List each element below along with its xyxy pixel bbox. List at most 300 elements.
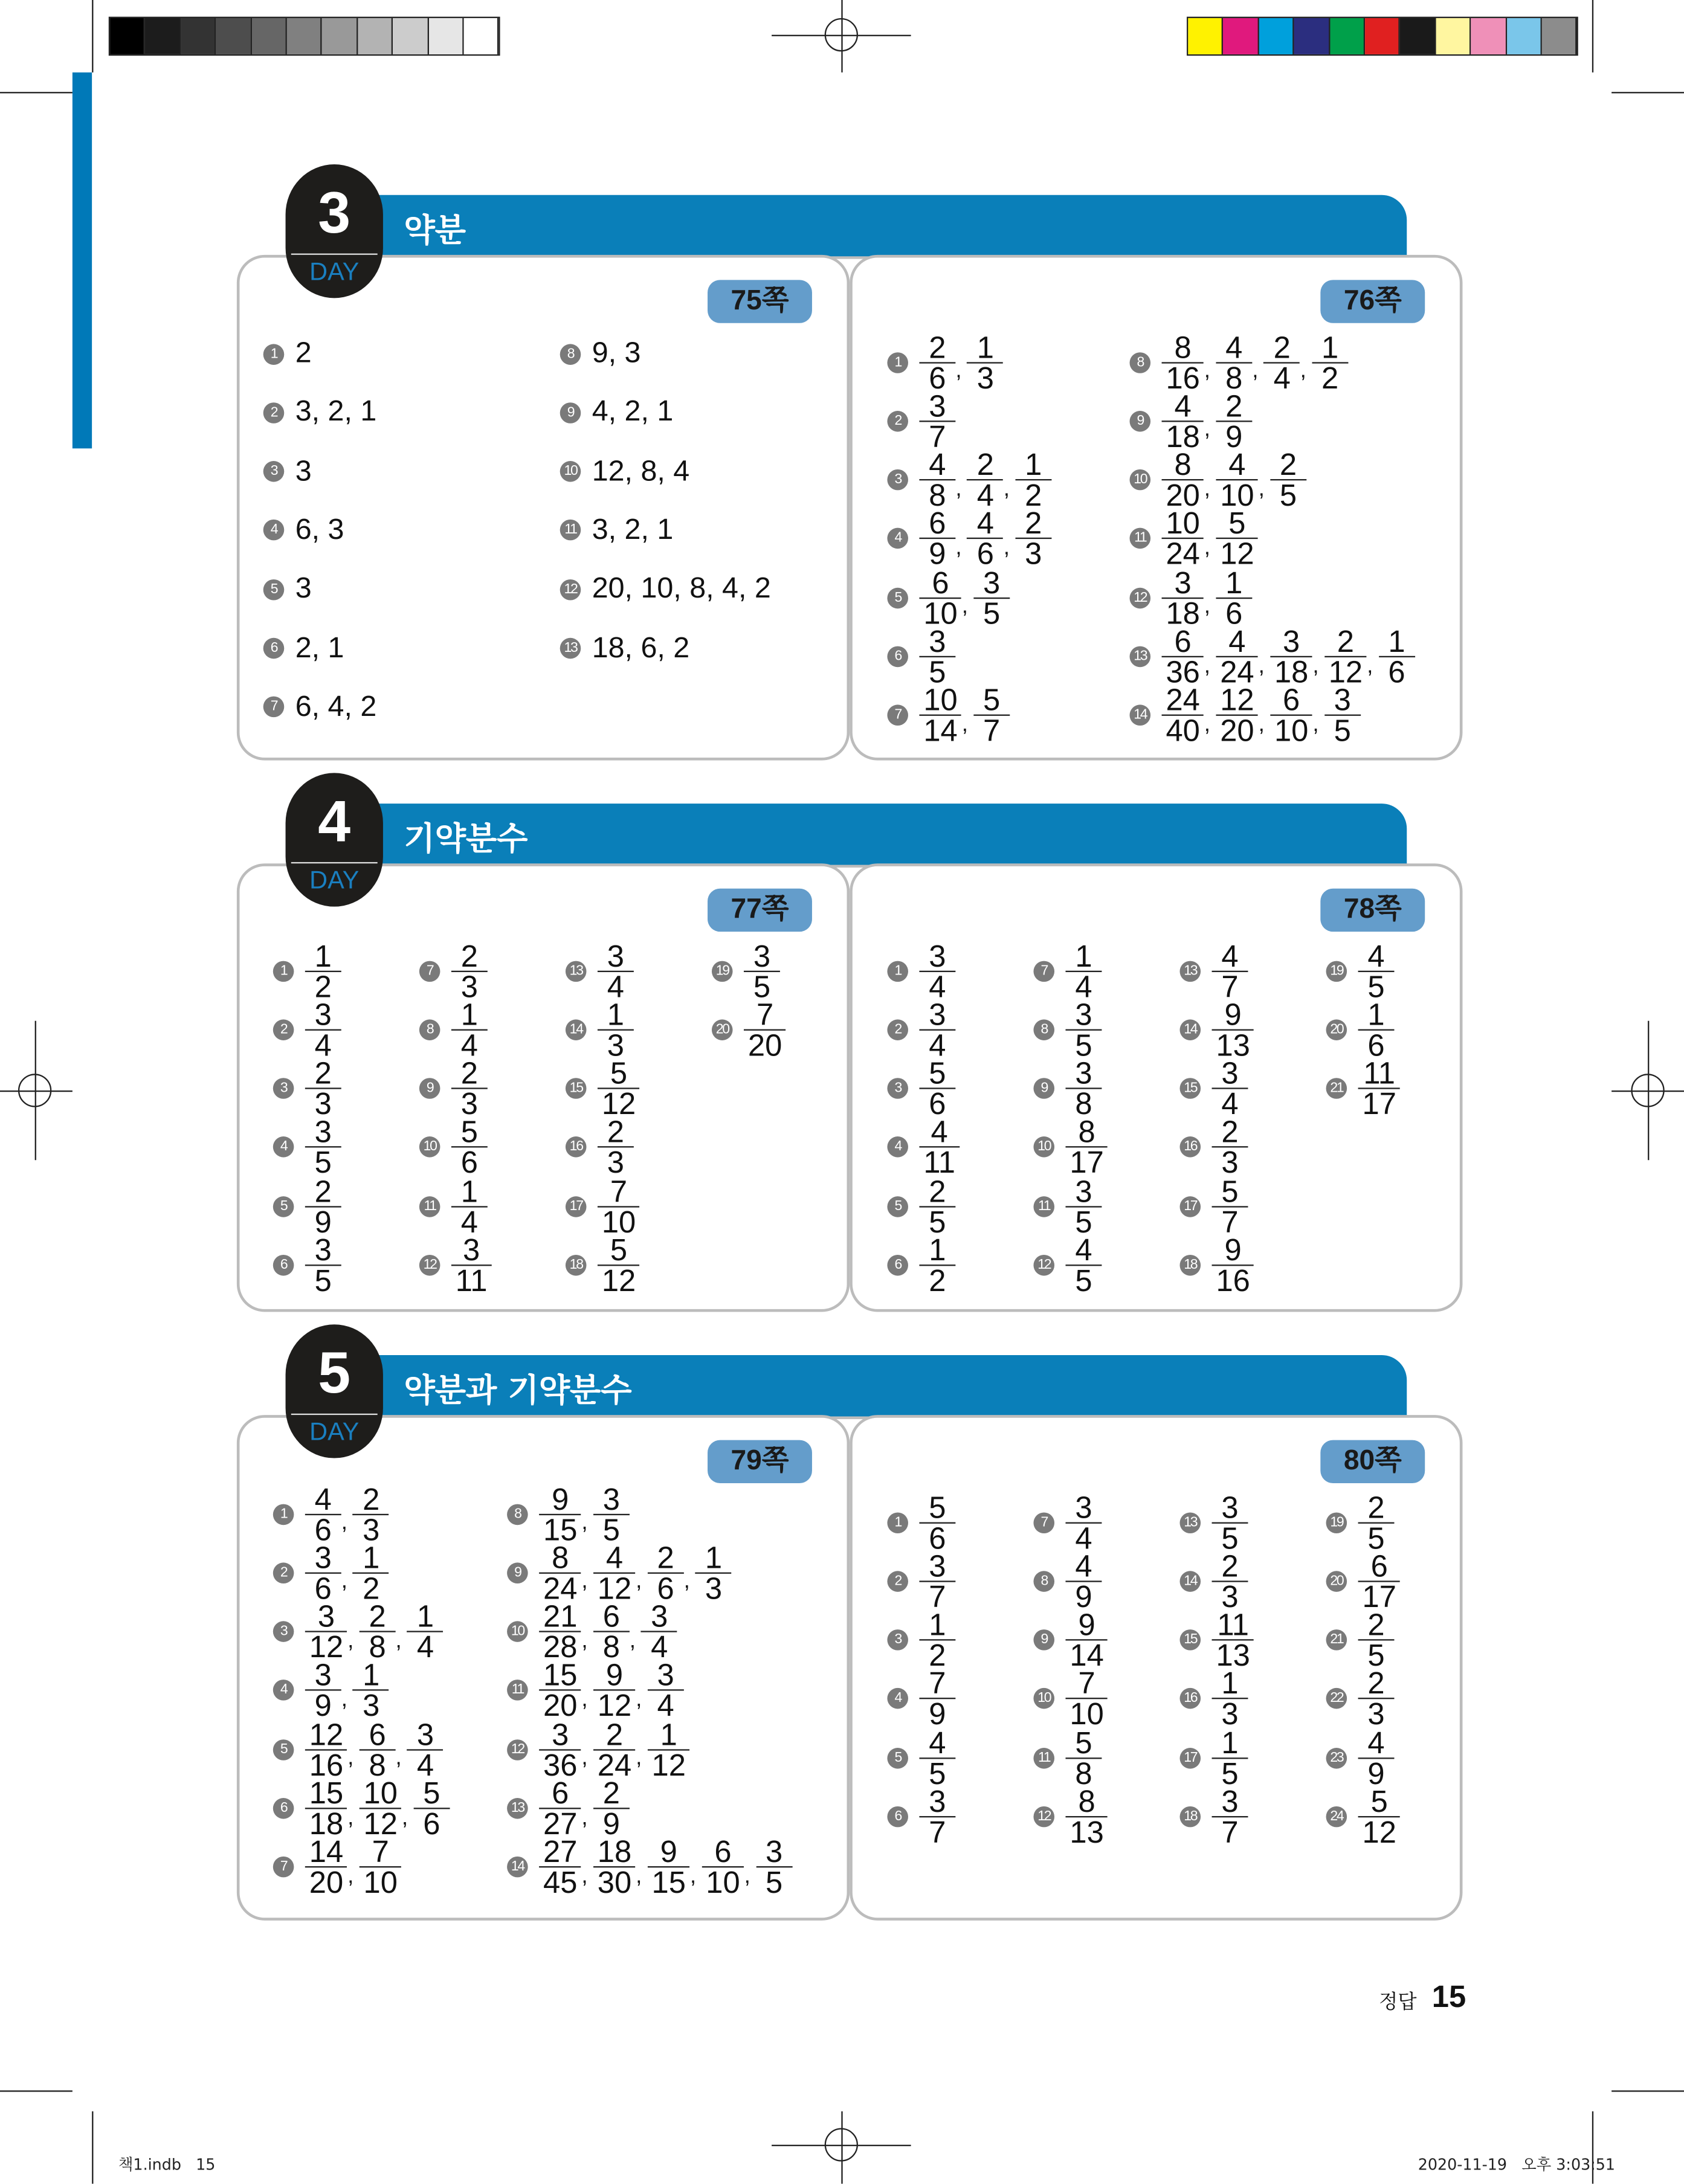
- fraction-denominator: 5: [929, 1204, 946, 1239]
- fraction: [353, 1658, 389, 1724]
- fraction-denominator: 18: [309, 1806, 344, 1841]
- fraction-numerator: 2: [1025, 506, 1042, 541]
- fraction-denominator: 5: [1075, 1027, 1092, 1063]
- fraction: [967, 329, 1004, 395]
- fraction-denominator: 6: [423, 1806, 440, 1841]
- fraction-numerator: 1: [416, 1599, 434, 1634]
- fraction-numerator: 6: [1174, 623, 1192, 659]
- day-label: DAY: [309, 866, 360, 894]
- fraction-numerator: 6: [369, 1716, 386, 1752]
- item-number-badge: 12: [419, 1255, 440, 1276]
- item-number-badge: 14: [1130, 705, 1151, 726]
- fraction-numerator: 1: [1225, 565, 1243, 600]
- fraction-denominator: 13: [1216, 1027, 1250, 1063]
- fraction-numerator: 1: [363, 1540, 380, 1575]
- fraction-denominator: 3: [363, 1688, 380, 1724]
- fraction-denominator: 3: [363, 1512, 380, 1547]
- fraction: [407, 1716, 444, 1782]
- fraction-denominator: 18: [1166, 419, 1200, 454]
- answer-item: [560, 382, 674, 443]
- fraction-numerator: 3: [651, 1599, 668, 1634]
- fraction-denominator: 4: [416, 1747, 434, 1782]
- fraction-denominator: 6: [314, 1570, 332, 1606]
- fraction-denominator: 3: [1221, 1696, 1239, 1732]
- item-number-badge: 9: [560, 402, 581, 424]
- fraction-numerator: 5: [929, 1055, 946, 1091]
- fraction: [1212, 938, 1248, 1003]
- fraction: [1212, 1489, 1248, 1555]
- fraction: [1216, 506, 1258, 572]
- fraction: [305, 1540, 341, 1606]
- answer-item: [1326, 1548, 1401, 1614]
- item-number-badge: 11: [560, 520, 581, 541]
- fraction: [1212, 1607, 1254, 1673]
- fraction-numerator: 2: [314, 1173, 332, 1209]
- day-badge: [286, 1324, 383, 1458]
- fraction-denominator: 7: [929, 419, 946, 454]
- page-badge: 80쪽: [1320, 1440, 1425, 1483]
- item-number-badge: 22: [1326, 1689, 1347, 1710]
- color-swatch: [428, 18, 464, 54]
- comma-separator: ,: [955, 536, 962, 560]
- crop-mark: [1592, 0, 1593, 72]
- fraction: [1065, 1607, 1108, 1673]
- color-swatch: [181, 18, 216, 54]
- fraction-denominator: 5: [602, 1512, 620, 1547]
- fraction-numerator: 2: [314, 1055, 332, 1091]
- fraction-numerator: 4: [976, 506, 994, 541]
- day-number: 4: [318, 788, 351, 854]
- fraction-denominator: 12: [1328, 654, 1363, 690]
- fraction: [919, 1607, 955, 1673]
- fraction-denominator: 5: [929, 654, 946, 690]
- answer-item: [507, 1716, 690, 1782]
- fraction: [919, 1548, 955, 1614]
- answer-item: [887, 329, 1003, 395]
- color-swatch: [1436, 18, 1471, 54]
- fraction-numerator: 1: [705, 1540, 723, 1575]
- answer-item: [887, 683, 1010, 749]
- fraction-numerator: 2: [657, 1540, 674, 1575]
- item-number-badge: 10: [1033, 1137, 1054, 1158]
- fraction-numerator: 21: [543, 1599, 578, 1634]
- comma-separator: ,: [581, 1511, 588, 1535]
- fraction-numerator: 7: [610, 1173, 628, 1209]
- page-number: 15: [1431, 1979, 1466, 2014]
- item-number-badge: 21: [1326, 1078, 1347, 1099]
- answer-text: 3: [295, 572, 312, 605]
- page-badge: 79쪽: [708, 1440, 812, 1483]
- fraction: [919, 938, 955, 1003]
- color-bar: [1187, 17, 1578, 56]
- item-number-badge: 6: [887, 646, 908, 668]
- fraction-numerator: 4: [1367, 1725, 1385, 1760]
- fraction-denominator: 5: [983, 595, 1001, 631]
- fraction-denominator: 12: [651, 1747, 686, 1782]
- fraction-denominator: 10: [601, 1204, 636, 1239]
- fraction-denominator: 14: [923, 713, 958, 749]
- item-number-badge: 23: [1326, 1747, 1347, 1768]
- answer-text: 6, 3: [295, 514, 344, 546]
- answer-item: [887, 449, 1051, 511]
- fraction-denominator: 6: [657, 1570, 674, 1606]
- comma-separator: ,: [347, 1805, 354, 1829]
- comma-separator: ,: [347, 1629, 354, 1653]
- fraction: [1162, 388, 1204, 454]
- answer-item: [1180, 1173, 1248, 1239]
- answer-item: [507, 1481, 630, 1547]
- fraction-numerator: 3: [1075, 1055, 1092, 1091]
- fraction-denominator: 7: [1221, 968, 1239, 1003]
- fraction-denominator: 6: [929, 359, 946, 395]
- fraction-denominator: 8: [1075, 1756, 1092, 1791]
- answer-item: [1033, 1783, 1108, 1850]
- item-number-badge: 11: [1130, 529, 1151, 550]
- fraction-numerator: 4: [605, 1540, 624, 1575]
- section-header-bar: [334, 195, 1407, 259]
- fraction-numerator: 3: [1221, 1055, 1239, 1091]
- item-number-badge: 11: [419, 1196, 440, 1217]
- answer-item: [1180, 997, 1254, 1063]
- fraction: [648, 1540, 684, 1606]
- answer-panel: [237, 1415, 850, 1921]
- fraction-denominator: 3: [607, 1145, 625, 1181]
- fraction: [744, 997, 786, 1063]
- fraction-numerator: 3: [314, 1232, 332, 1268]
- color-swatch: [146, 18, 181, 54]
- fraction-denominator: 7: [929, 1814, 946, 1850]
- comma-separator: ,: [636, 1747, 642, 1771]
- comma-separator: ,: [1003, 536, 1010, 560]
- comma-separator: ,: [581, 1747, 588, 1771]
- fraction-numerator: 4: [929, 447, 946, 482]
- answer-item: [1180, 1548, 1248, 1614]
- fraction-denominator: 5: [1334, 713, 1351, 749]
- comma-separator: ,: [347, 1747, 354, 1771]
- fraction-denominator: 13: [1216, 1638, 1250, 1673]
- answer-item: [560, 500, 674, 561]
- fraction-denominator: 9: [929, 1696, 946, 1732]
- fraction-numerator: 9: [660, 1834, 677, 1870]
- fraction-numerator: 2: [976, 447, 994, 482]
- fraction: [593, 1599, 630, 1664]
- item-number-badge: 8: [507, 1503, 528, 1524]
- fraction-denominator: 6: [1225, 595, 1243, 631]
- item-number-badge: 12: [507, 1739, 528, 1760]
- fraction-denominator: 4: [657, 1688, 674, 1724]
- fraction: [1216, 683, 1258, 749]
- fraction-denominator: 5: [1367, 1638, 1385, 1673]
- fraction-denominator: 45: [543, 1865, 578, 1900]
- fraction: [973, 683, 1010, 749]
- comma-separator: ,: [629, 1629, 636, 1653]
- fraction: [967, 506, 1004, 572]
- item-number-badge: 13: [1130, 646, 1151, 668]
- fraction-numerator: 2: [460, 1055, 478, 1091]
- crop-mark: [841, 0, 842, 72]
- item-number-badge: 20: [712, 1019, 733, 1040]
- item-number-badge: 8: [1033, 1019, 1054, 1040]
- fraction: [305, 1115, 341, 1181]
- fraction-denominator: 4: [976, 477, 994, 513]
- fraction: [919, 1115, 959, 1181]
- answer-item: [566, 997, 634, 1063]
- fraction: [919, 1232, 955, 1298]
- fraction: [919, 1666, 955, 1732]
- fraction: [919, 1489, 955, 1555]
- fraction: [1212, 1666, 1248, 1732]
- fraction-denominator: 5: [765, 1865, 783, 1900]
- section-header-bar: [334, 1355, 1407, 1419]
- fraction-denominator: 7: [1221, 1814, 1239, 1850]
- answer-panel: [850, 863, 1462, 1312]
- gray-color-bar: [109, 17, 500, 56]
- comma-separator: ,: [961, 712, 968, 736]
- item-number-badge: 19: [1326, 1512, 1347, 1533]
- page-badge: 75쪽: [708, 280, 812, 323]
- fraction: [1358, 1725, 1395, 1791]
- fraction: [919, 506, 955, 572]
- fraction: [451, 1115, 488, 1181]
- item-number-badge: 1: [887, 352, 908, 373]
- item-number-badge: 18: [566, 1255, 587, 1276]
- fraction-numerator: 12: [309, 1716, 344, 1752]
- fraction: [360, 1834, 402, 1900]
- fraction-numerator: 3: [607, 938, 625, 973]
- fraction-numerator: 10: [1166, 506, 1200, 541]
- fraction: [451, 997, 488, 1063]
- fraction-denominator: 5: [314, 1263, 332, 1298]
- answer-item: [1180, 1055, 1248, 1121]
- item-number-badge: 6: [887, 1255, 908, 1276]
- fraction-denominator: 40: [1166, 713, 1200, 749]
- fraction: [598, 1055, 640, 1121]
- fraction-denominator: 6: [929, 1086, 946, 1121]
- answer-item: [1326, 1055, 1401, 1121]
- color-swatch: [251, 18, 287, 54]
- fraction-denominator: 2: [1025, 477, 1042, 513]
- fraction-denominator: 5: [1367, 1520, 1385, 1555]
- answer-item: [507, 1834, 792, 1900]
- fraction-denominator: 3: [1367, 1696, 1385, 1732]
- comma-separator: ,: [581, 1864, 588, 1889]
- fraction: [648, 1834, 690, 1900]
- item-number-badge: 13: [1180, 960, 1201, 981]
- color-swatch: [1224, 18, 1259, 54]
- color-swatch: [1259, 18, 1294, 54]
- item-number-badge: 17: [1180, 1196, 1201, 1217]
- fraction-denominator: 12: [1362, 1814, 1396, 1850]
- fraction-denominator: 2: [1321, 359, 1339, 395]
- answer-item: [273, 1055, 341, 1121]
- answer-item: [273, 1481, 389, 1547]
- fraction-numerator: 2: [1367, 1489, 1385, 1525]
- fraction-numerator: 4: [1225, 329, 1243, 364]
- fraction-denominator: 4: [607, 968, 625, 1003]
- fraction: [305, 1599, 347, 1664]
- fraction: [648, 1716, 690, 1782]
- answer-text: 2: [295, 337, 312, 369]
- item-number-badge: 2: [887, 1019, 908, 1040]
- answer-item: [1326, 1607, 1395, 1673]
- fraction-denominator: 2: [363, 1570, 380, 1606]
- item-number-badge: 8: [1033, 1571, 1054, 1592]
- fraction-denominator: 24: [1220, 654, 1254, 690]
- item-number-badge: 5: [887, 587, 908, 608]
- fraction-denominator: 9: [1367, 1756, 1385, 1791]
- item-number-badge: 5: [273, 1739, 294, 1760]
- answer-panel: [850, 255, 1462, 761]
- comma-separator: ,: [1258, 477, 1265, 501]
- fraction: [1312, 329, 1348, 395]
- answer-item: [1033, 997, 1102, 1063]
- item-number-badge: 11: [1033, 1747, 1054, 1768]
- color-swatch: [1542, 18, 1578, 54]
- fraction: [1162, 565, 1204, 631]
- fraction-numerator: 5: [929, 1489, 946, 1525]
- item-number-badge: 5: [887, 1747, 908, 1768]
- answer-item: [887, 1548, 955, 1614]
- fraction-numerator: 3: [657, 1658, 674, 1693]
- item-number-badge: 5: [273, 1196, 294, 1217]
- item-number-badge: 7: [887, 705, 908, 726]
- fraction-denominator: 10: [363, 1865, 398, 1900]
- answer-item: [887, 1232, 955, 1298]
- answer-panel: [237, 863, 850, 1312]
- chapter-tab-bar: [73, 72, 92, 448]
- answer-item: [1033, 1489, 1102, 1555]
- fraction: [305, 1658, 341, 1724]
- fraction: [1212, 1115, 1248, 1181]
- fraction-numerator: 3: [1221, 1489, 1239, 1525]
- fraction: [593, 1540, 636, 1606]
- fraction-denominator: 24: [1166, 536, 1200, 572]
- crop-mark: [92, 0, 93, 72]
- fraction-denominator: 36: [543, 1747, 578, 1782]
- fraction-numerator: 8: [1174, 329, 1192, 364]
- color-swatch: [358, 18, 393, 54]
- answer-item: [1130, 623, 1415, 690]
- comma-separator: ,: [341, 1570, 348, 1594]
- fraction-denominator: 6: [314, 1512, 332, 1547]
- item-number-badge: 4: [263, 520, 285, 541]
- fraction-denominator: 3: [314, 1086, 332, 1121]
- fraction: [744, 938, 780, 1003]
- fraction-numerator: 7: [929, 1666, 946, 1701]
- fraction-numerator: 9: [1224, 1232, 1242, 1268]
- item-number-badge: 3: [887, 1629, 908, 1651]
- fraction: [593, 1776, 630, 1841]
- item-number-badge: 20: [1326, 1571, 1347, 1592]
- fraction: [1216, 565, 1252, 631]
- fraction-numerator: 6: [929, 506, 946, 541]
- answer-item: [712, 997, 786, 1063]
- color-swatch: [1188, 18, 1224, 54]
- comma-separator: ,: [1204, 594, 1211, 619]
- fraction-numerator: 3: [314, 1115, 332, 1150]
- answer-item: [419, 940, 488, 1001]
- fraction-denominator: 14: [1069, 1638, 1104, 1673]
- answer-text: 20, 10, 8, 4, 2: [592, 572, 771, 605]
- day-label: DAY: [309, 257, 360, 286]
- fraction: [648, 1658, 684, 1724]
- fraction: [353, 1481, 389, 1547]
- fraction-numerator: 3: [929, 1548, 946, 1583]
- fraction: [1065, 1055, 1102, 1121]
- fraction-denominator: 10: [1274, 713, 1309, 749]
- answer-item: [419, 1055, 488, 1121]
- answer-item: [273, 940, 341, 1001]
- fraction-denominator: 20: [309, 1865, 344, 1900]
- fraction-denominator: 20: [1166, 477, 1200, 513]
- answer-item: [273, 1778, 450, 1839]
- comma-separator: ,: [1252, 359, 1259, 383]
- answer-item: [887, 1173, 955, 1239]
- fraction: [539, 1540, 581, 1606]
- fraction-numerator: 8: [1078, 1115, 1095, 1150]
- answer-item: [560, 559, 771, 620]
- fraction-numerator: 2: [1279, 447, 1297, 482]
- item-number-badge: 1: [273, 1503, 294, 1524]
- item-number-badge: 2: [273, 1562, 294, 1583]
- fraction-denominator: 3: [460, 1086, 478, 1121]
- answer-item: [887, 506, 1051, 572]
- answer-item: [887, 1055, 955, 1121]
- print-timestamp: 2020-11-19 오후 3:03:51: [1418, 2156, 1616, 2174]
- fraction-denominator: 12: [597, 1570, 632, 1606]
- fraction-numerator: 5: [460, 1115, 478, 1150]
- fraction: [305, 1055, 341, 1121]
- fraction-numerator: 3: [1334, 683, 1351, 718]
- crop-mark: [92, 2112, 93, 2184]
- comma-separator: ,: [1300, 359, 1306, 383]
- fraction: [305, 1834, 347, 1900]
- item-number-badge: 7: [1033, 1512, 1054, 1533]
- fraction-numerator: 3: [1075, 1489, 1092, 1525]
- fraction: [1216, 329, 1252, 395]
- crop-mark: [841, 2112, 842, 2184]
- comma-separator: ,: [401, 1805, 408, 1829]
- fraction-denominator: 15: [543, 1512, 578, 1547]
- crop-mark: [1611, 2090, 1684, 2092]
- fraction: [1270, 447, 1306, 513]
- fraction-numerator: 4: [1075, 1232, 1092, 1268]
- fraction-denominator: 17: [1362, 1579, 1396, 1614]
- fraction-denominator: 30: [597, 1865, 632, 1900]
- fraction: [1162, 623, 1204, 690]
- fraction-numerator: 3: [552, 1716, 569, 1752]
- answer-item: [1326, 1725, 1395, 1791]
- fraction-numerator: 1: [314, 938, 332, 973]
- fraction-numerator: 3: [983, 565, 1001, 600]
- fraction-denominator: 5: [314, 1145, 332, 1181]
- answer-item: [560, 617, 690, 678]
- comma-separator: ,: [581, 1687, 588, 1712]
- fraction-denominator: 9: [602, 1806, 620, 1841]
- fraction: [967, 447, 1004, 513]
- fraction: [1065, 1489, 1102, 1555]
- comma-separator: ,: [1204, 477, 1211, 501]
- fraction-denominator: 4: [929, 1027, 946, 1063]
- fraction-numerator: 9: [605, 1658, 624, 1693]
- fraction-denominator: 24: [543, 1570, 578, 1606]
- fraction-denominator: 4: [416, 1629, 434, 1664]
- item-number-badge: 10: [1033, 1689, 1054, 1710]
- fraction-denominator: 5: [1075, 1204, 1092, 1239]
- fraction-numerator: 5: [610, 1232, 628, 1268]
- fraction-numerator: 1: [460, 997, 478, 1032]
- fraction: [1065, 1783, 1108, 1850]
